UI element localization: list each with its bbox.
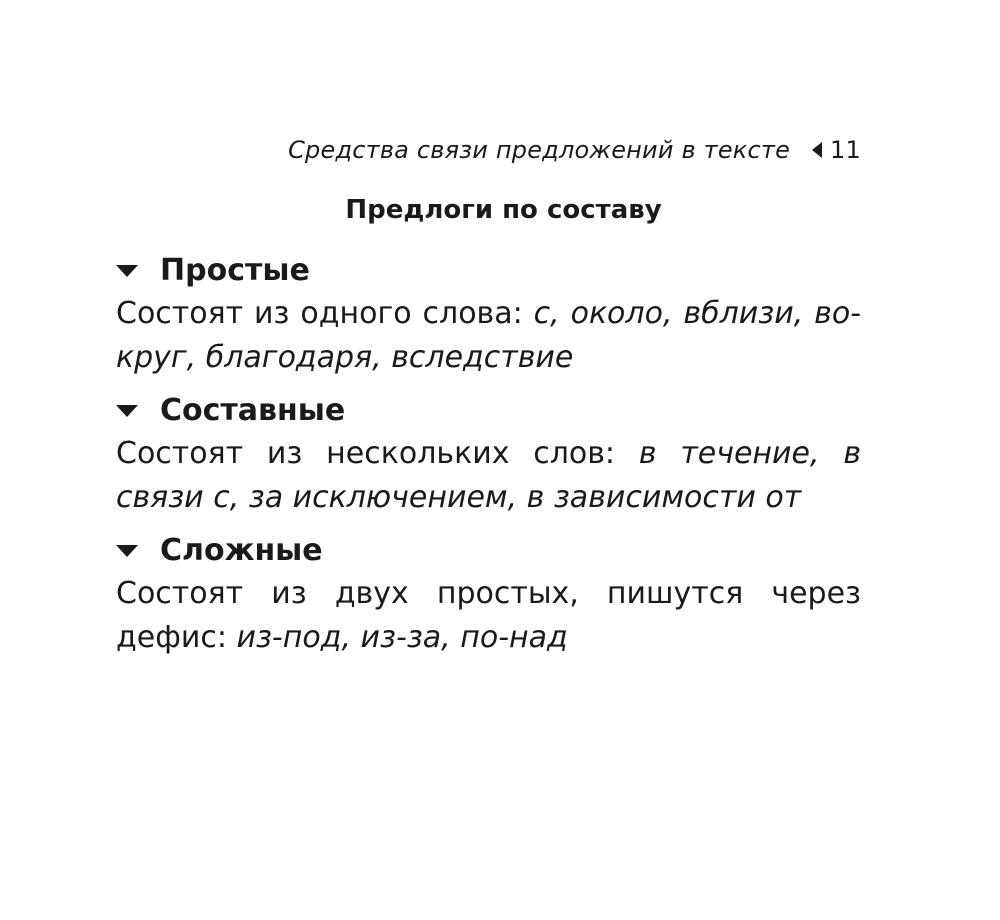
triangle-down-icon (116, 405, 138, 417)
section-simple (116, 248, 861, 380)
triangle-down-icon (116, 265, 138, 277)
section-body (116, 292, 861, 380)
section-heading (116, 528, 861, 572)
section-title: Простые (160, 252, 310, 288)
section-examples: в течение, в связи с, за исключением, в зависимости от (116, 436, 862, 515)
section-examples: с, около, вблизи, во-круг, благодаря, вследствие (116, 296, 862, 375)
triangle-left-icon (812, 142, 822, 158)
running-title: Средства связи предложений в тексте (288, 136, 791, 164)
section-title: Сложные (160, 532, 323, 568)
section-title: Составные (160, 392, 346, 428)
section-heading (116, 388, 861, 432)
section-complex (116, 528, 861, 660)
section-heading (116, 248, 861, 292)
section-body (116, 572, 861, 660)
triangle-down-icon (116, 545, 138, 557)
section-description: Состоят из двух простых, пишутся через дефис: (116, 576, 861, 655)
section-description: Состоят из нескольких слов: (116, 436, 639, 471)
page-marker (812, 136, 861, 164)
page-title: Предлоги по составу (345, 195, 662, 225)
page (116, 130, 861, 660)
running-header (116, 130, 861, 170)
section-examples: из-под, из-за, по-над (236, 620, 568, 655)
page-number: 11 (830, 136, 861, 164)
section-body (116, 432, 861, 520)
section-compound (116, 388, 861, 520)
section-description: Состоят из одного слова: (116, 296, 534, 331)
